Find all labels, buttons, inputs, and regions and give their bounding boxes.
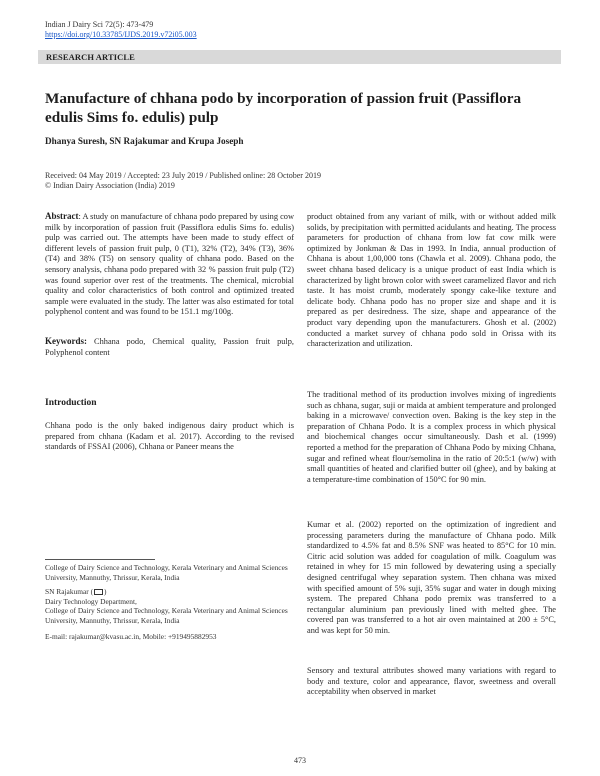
abstract-label: Abstract xyxy=(45,211,79,221)
keywords-text: Chhana podo, Chemical quality, Passion fruit pulp, Polyphenol content xyxy=(45,337,294,357)
footnote-divider xyxy=(45,559,155,560)
contact-email[interactable]: E-mail: rajakumar@kvasu.ac.in, Mobile: +919495882953 xyxy=(45,632,217,641)
corresponding-close: ) xyxy=(104,587,107,596)
corresponding-author xyxy=(45,587,294,625)
body-paragraph-4 xyxy=(307,666,556,698)
affiliation-institution: College of Dairy Science and Technology, Kerala Veterinary and Animal Sciences University, Mannuthy, Thrissur, Kerala, India xyxy=(45,563,288,582)
body-paragraph-2 xyxy=(307,390,556,485)
introduction-heading: Introduction xyxy=(45,398,97,408)
journal-citation: Indian J Dairy Sci 72(5): 473-479 xyxy=(45,20,154,29)
section-label: RESEARCH ARTICLE xyxy=(46,52,135,62)
corresponding-institution: College of Dairy Science and Technology, Kerala Veterinary and Animal Sciences University, Mannuthy, Thrissur, Kerala, India xyxy=(45,606,288,625)
abstract-text: : A study on manufacture of chhana podo prepared by using cow milk by incorporation of passion fruit (Passiflora edulis Sims fo. edulis) pulp was carried out. The attempts have been made to study effect of different levels of passion fruit pulp, 0 (T1), 32% (T2), 34% (T3), 36% (T4) and 38% (T5) on sensory quality of chhana podo. Based on the sensory analysis, chhana podo prepared with 32 % passion fruit pulp (T2) was found superior over rest of the treatments. The chemical, microbial quality and color characteristics of both control and optimized treated sample were evaluated in the study. The latter was also estimated for total polyphenol content and was found to be 151.1 mg/100g. xyxy=(45,212,294,317)
paragraph-text: The traditional method of its production involves mixing of ingredients such as chhana, sugar, suji or maida at ambient temperature and prolonged baking in a microwave/ convection oven. Baking is the key step in the preparation of Chhana Podo. It is a complex process in which physical and biochemical changes occur simultaneously. Dash et al. (1999) reported a method for the preparation of Chhana Podo by mixing Chhana, sugar and refined wheat flour/semolina in the ratio of 20:5:1 (w/w) with small quantities of heated and clarified butter oil (ghee), and by baking at a temperature-time combination of 150°C for 90 min. xyxy=(307,390,556,484)
paragraph-text: product obtained from any variant of milk, with or without added milk solids, by precipitation with permitted acidulants and heating. The process parameters for production of chhana from low fat cow milk were optimized by Jonkman & Das in 1993. In India, annual production of Chhana is about 1,00,000 tons (Chawla et al. 2009). Chhana podo, the sweet chhana based delicacy is a unique product of east India which is characterized by light brown color with sweet caramelized flavor and rich taste. It has moist crumb, moderately spongy cake-like texture and delicate body. Chhana podo has no proper size and shape and it is prepared as per desiredness. The size, shape and appearance of the product vary depending upon the manufacturers. Ghosh et al. (2002) conducted a market survey of chhana podo sold in Orissa with its characterization and utilization. xyxy=(307,212,556,349)
doi-link[interactable]: https://doi.org/10.33785/IJDS.2019.v72i05.003 xyxy=(45,30,197,39)
abstract xyxy=(45,211,294,318)
body-paragraph-1 xyxy=(307,212,556,350)
paragraph-text: Kumar et al. (2002) reported on the optimization of ingredient and processing parameters during the manufacture of Chhana podo. Milk standardized to 4.5% fat and 8.5% SNF was heated to 85°C for 10 min. Citric acid solution was added for coagulation of milk. Coagulum was retained in whey for 15 min followed by dewatering using a specially designed centrifugal whey separation system. Then chhana was mixed with specified amount of 5% suji, 35% sugar and water in dough mixing system. The prepared Chhana podo premix was transferred to a rectangular aluminium pan previously lined with melted ghee. The covered pan was transferred to a hot air oven maintained at 200 ± 5°C, and was kept for 50 min. xyxy=(307,520,556,635)
body-paragraph-3 xyxy=(307,520,556,637)
copyright-notice: © Indian Dairy Association (India) 2019 xyxy=(45,181,175,190)
introduction-paragraph: Chhana podo is the only baked indigenous dairy product which is prepared from chhana (Kadam et al. 2017). According to the revised standards of FSSAI (2006), Chhana or Paneer means the xyxy=(45,421,294,452)
keywords xyxy=(45,336,294,358)
keywords-label: Keywords: xyxy=(45,336,87,346)
introduction-text xyxy=(45,421,294,453)
section-banner xyxy=(38,50,561,64)
envelope-icon xyxy=(94,589,103,595)
author-list: Dhanya Suresh, SN Rajakumar and Krupa Joseph xyxy=(45,136,244,146)
page-number: 473 xyxy=(294,756,306,765)
article-title: Manufacture of chhana podo by incorporation of passion fruit (Passiflora edulis Sims fo. edulis) pulp xyxy=(45,90,522,126)
department: Dairy Technology Department, xyxy=(45,596,137,606)
paragraph-text: Sensory and textural attributes showed many variations with regard to body and texture, color and appearance, flavor, sweetness and overall acceptability when observed in market xyxy=(307,666,556,697)
publication-dates: Received: 04 May 2019 / Accepted: 23 July 2019 / Published online: 28 October 2019 xyxy=(45,171,321,180)
corresponding-name: SN Rajakumar ( xyxy=(45,587,94,596)
